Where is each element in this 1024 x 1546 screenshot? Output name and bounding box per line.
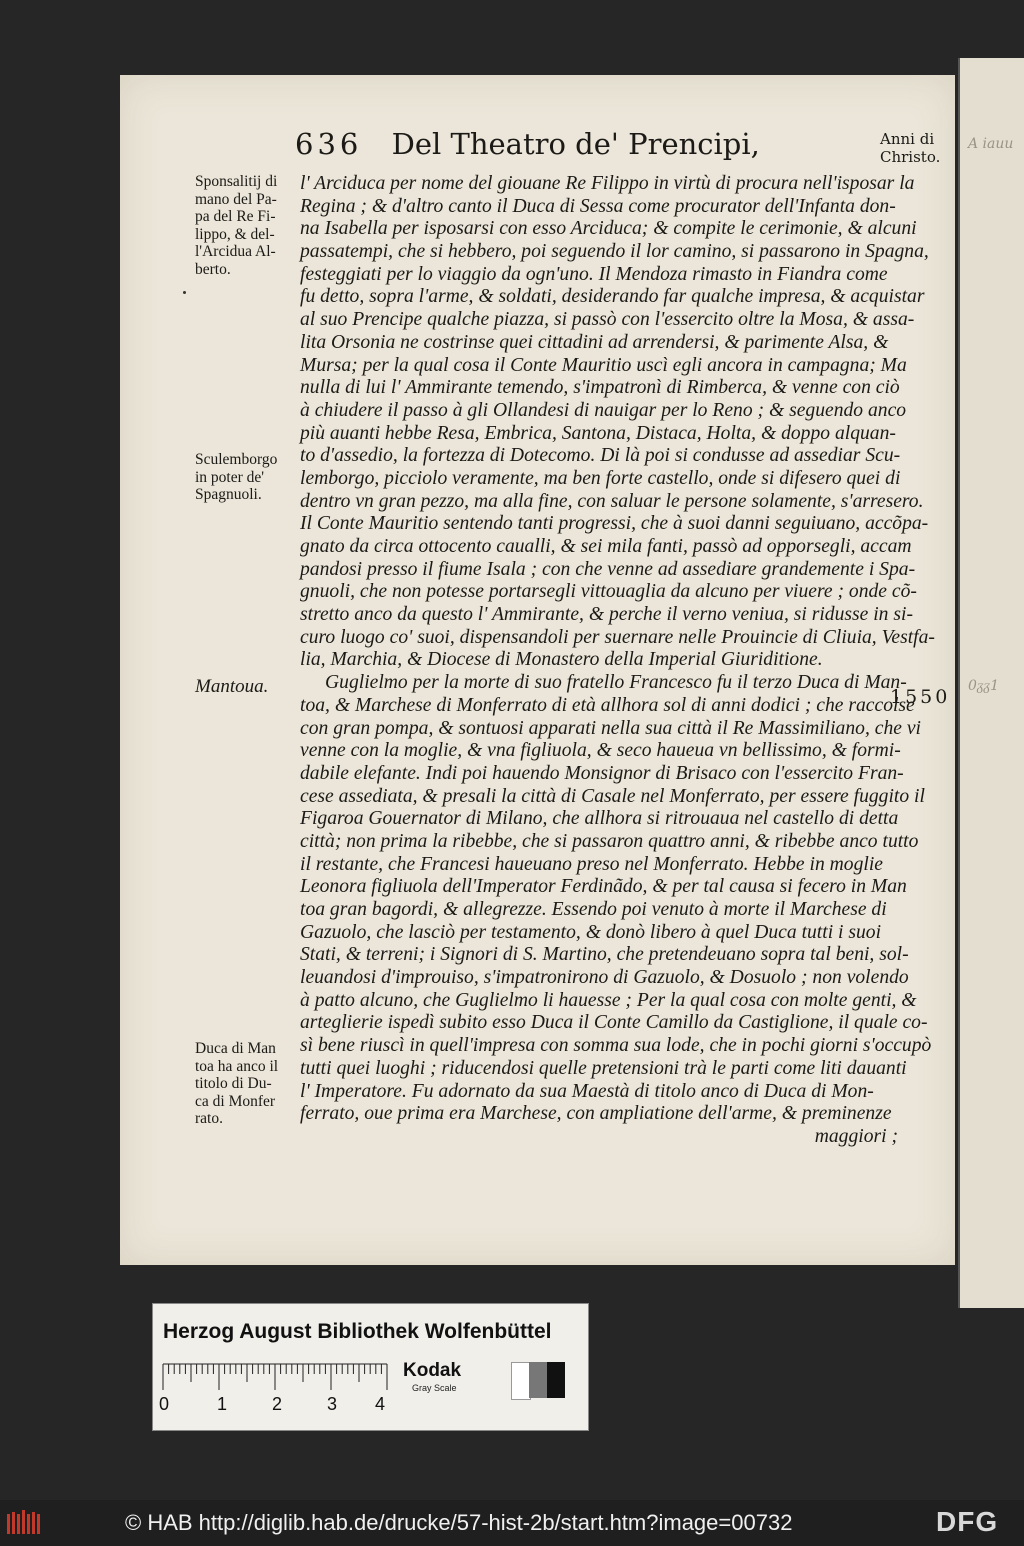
body-line: passatempi, che si hebbero, poi seguendo il lor camino, si passarono in Spagna,	[300, 241, 929, 263]
margin-note-line: Sculemborgo	[195, 451, 278, 468]
ruler-number: 4	[375, 1394, 386, 1414]
body-line: curo luogo co' suoi, dispensandoli per suernare nelle Prouincie di Cliuia, Vestfa-	[300, 626, 935, 648]
margin-note-mantoua	[195, 678, 295, 696]
ruler-number: 1	[217, 1394, 228, 1414]
body-line: na Isabella per isposarsi con esso Arciduca; & compite le cerimonie, & alcuni	[300, 218, 917, 240]
margin-note-sculemborgo	[195, 451, 295, 504]
margin-note-line: l'Arcidua Al-	[195, 243, 276, 261]
margin-note-duca	[195, 1040, 295, 1128]
body-line: sì bene riuscì in quell'impresa con somma sua lode, che in pochi giorni s'occupò	[300, 1035, 932, 1057]
ruler-number: 3	[327, 1394, 338, 1414]
ruler-number: 0	[159, 1394, 170, 1414]
viewer-footer	[0, 1500, 1024, 1546]
body-line: più auanti hebbe Resa, Embrica, Santona, Distaca, Holta, & doppo alquan-	[300, 422, 896, 444]
body-line: l' Imperatore. Fu adornato da sua Maestà di titolo anco di Duca di Mon-	[300, 1080, 874, 1102]
margin-note-line: berto.	[195, 260, 231, 278]
body-line: arteglierie ispedì subito esso Duca il Conte Camillo da Castiglione, il quale co-	[300, 1012, 928, 1034]
gray-swatch-white	[511, 1362, 531, 1400]
page-header	[295, 127, 760, 161]
facing-page-mirrored-text: A iauu	[968, 136, 1014, 152]
body-line: lia, Marchia, & Diocese di Monastero della Imperial Giuriditione.	[300, 649, 823, 671]
body-line: Leonora figliuola dell'Imperator Ferdinãdo, & per tal causa si fecero in Man	[300, 876, 907, 898]
body-line: nulla di lui l' Ammirante temendo, s'impatronì di Rimberca, & venne con ciò	[300, 377, 900, 399]
corner-label	[880, 130, 940, 166]
ruler-number: 2	[272, 1394, 283, 1414]
body-line: à patto alcuno, che Guglielmo li hauesse ; Per la qual cosa con molte genti, &	[300, 989, 917, 1011]
margin-note-line: in poter de'	[195, 468, 265, 486]
facing-page-edge	[958, 58, 1024, 1308]
margin-note-line: Spagnuoli.	[195, 486, 262, 504]
body-line: stretto anco da questo l' Ammirante, & perche il verno veniua, si ridusse in si-	[300, 604, 913, 626]
book-page	[120, 75, 955, 1265]
body-line: il restante, che Francesi haueuano preso nel Monferrato. Hebbe in moglie	[300, 853, 883, 875]
body-line: al suo Prencipe qualche piazza, si passò con l'essercito oltre la Mosa, & assa-	[300, 309, 915, 331]
corner-label-line: Christo.	[880, 148, 941, 166]
copyright-url[interactable]: © HAB http://diglib.hab.de/drucke/57-hist-2b/start.htm?image=00732	[125, 1510, 793, 1535]
body-line: gnato da circa ottocento caualli, & sei mila fanti, passò ad opporsegli, accam	[300, 536, 912, 557]
margin-note-sponsalitij	[195, 173, 295, 279]
margin-note-line: Duca di Man	[195, 1040, 276, 1057]
body-line: tutti quei luoghi ; riducendosi quelle pretensioni trà le parti come liti dauanti	[300, 1057, 907, 1079]
body-line: à chiudere il passo à gli Ollandesi di nauigar per lo Reno ; & seguendo anco	[300, 399, 907, 421]
margin-note-line: ca di Monfer	[195, 1092, 276, 1110]
body-line: Mursa; per la qual cosa il Conte Mauritio uscì egli ancora in campagna; Ma	[300, 354, 907, 376]
library-stamp	[152, 1303, 589, 1431]
body-line: venne con la moglie, & vna figliuola, & seco haueua vn bellissimo, & formi-	[300, 740, 901, 762]
page-number: 636	[295, 127, 363, 161]
ruler-scale	[161, 1362, 393, 1392]
dfg-logo: DFG	[936, 1506, 999, 1537]
body-line: Stati, & terreni; i Signori di S. Martino, che pretendeuano sopra tal beni, sol-	[300, 944, 909, 966]
library-name: Herzog August Bibliothek Wolfenbüttel	[163, 1320, 552, 1343]
body-line: maggiori ;	[814, 1125, 898, 1147]
year-marker: 1550	[890, 686, 951, 708]
body-line: toa, & Marchese di Monferrato di età allhora sol di anni dodici ; che raccolse	[300, 694, 915, 716]
body-line: Il Conte Mauritio sentendo tanti progressi, che à suoi danni seguiuano, accõpa-	[300, 513, 929, 535]
corner-label-line: Anni di	[880, 130, 935, 148]
body-line: fu detto, sopra l'arme, & soldati, desiderando far qualche impresa, & acquistar	[300, 286, 925, 308]
body-line: toa gran bagordi, & allegrezze. Essendo poi venuto à morte il Marchese di	[300, 899, 887, 920]
margin-note-line: pa del Re Fi-	[195, 208, 276, 226]
gray-scale-label: Gray Scale	[412, 1383, 457, 1393]
body-line: Gazuolo, che lasciò per testamento, & donò libero à quel Duca tutti i suoi	[300, 921, 882, 943]
body-line: pandosi presso il fiume Isala ; con che venne ad assediare grandemente i Spa-	[300, 558, 916, 580]
body-line: dabile elefante. Indi poi hauendo Monsignor di Brisaco con l'essercito Fran-	[300, 762, 904, 784]
body-line: Guglielmo per la morte di suo fratello Francesco fu il terzo Duca di Man-	[325, 672, 907, 694]
gray-swatch-mid	[529, 1362, 547, 1398]
body-line: lita Orsonia ne costrinse quei cittadini ad arrendersi, & parimente Alsa, &	[300, 331, 889, 353]
margin-note-line: titolo di Du-	[195, 1075, 272, 1093]
body-line: ferrato, oue prima era Marchese, con ampliatione dell'arme, & preminenze	[300, 1103, 892, 1125]
margin-dot	[183, 291, 186, 294]
margin-note-line: Sponsalitij di	[195, 173, 278, 190]
body-line: leuandosi d'improuiso, s'impatronirono di Gazuolo, & Dosuolo ; non volendo	[300, 967, 909, 989]
body-line: to d'assedio, la fortezza di Dotecomo. Di là poi si condusse ad assediar Scu-	[300, 445, 901, 467]
hab-logo-icon	[6, 1508, 46, 1538]
body-line: Regina ; & d'altro canto il Duca di Sessa come procurator dell'Infanta don-	[300, 195, 896, 217]
kodak-logo: Kodak	[403, 1360, 462, 1381]
body-line: con gran pompa, & sontuosi apparati nella sua città il Re Massimiliano, che vi	[300, 717, 921, 739]
body-line: dentro vn gran pezzo, ma alla fine, con saluar le persone solamente, s'arresero.	[300, 490, 924, 512]
body-line: gnuoli, che non potesse portarsegli vittouaglia da alcuno per viuere ; onde cõ-	[300, 581, 917, 603]
running-title: Del Theatro de' Prencipi,	[391, 127, 760, 161]
body-line: festeggiati per lo viaggio da ogn'uno. Il Mendoza rimasto in Fiandra come	[300, 263, 888, 285]
margin-note-line: Mantoua.	[195, 676, 269, 697]
margin-note-line: lippo, & del-	[195, 225, 275, 243]
body-line: lemborgo, picciolo veramente, ma ben forte castello, onde si difesero quei di	[300, 467, 901, 489]
body-line: l' Arciduca per nome del giouane Re Filippo in virtù di procura nell'isposar la	[300, 173, 915, 194]
body-line: Figaroa Gouernator di Milano, che allhora si ritrouaua nel castello di detta	[300, 808, 899, 830]
gray-swatch-black	[547, 1362, 565, 1398]
body-line: città; non prima la ribebbe, che si passaron quattro anni, & ribebbe anco tutto	[300, 830, 919, 852]
body-line: cese assediata, & presali la città di Casale nel Monferrato, per essere fuggito il	[300, 785, 925, 807]
margin-note-line: toa ha anco il	[195, 1057, 279, 1075]
facing-page-mirrored-year: 0ᵹᵹ1	[968, 678, 1000, 694]
margin-note-line: rato.	[195, 1110, 223, 1128]
margin-note-line: mano del Pa-	[195, 190, 277, 208]
